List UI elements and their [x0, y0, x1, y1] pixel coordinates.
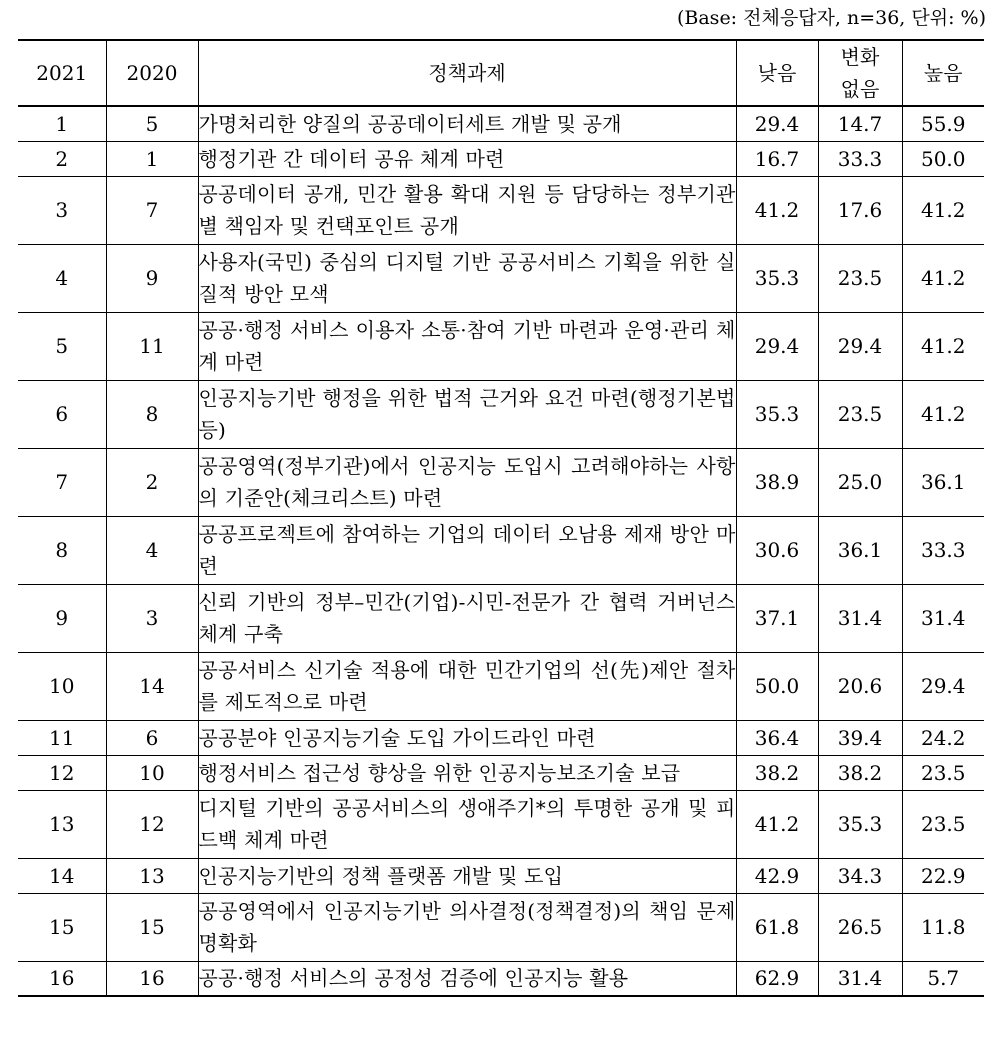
cell-high: 41.2 [902, 312, 984, 380]
cell-high: 29.4 [902, 652, 984, 720]
table-row [18, 755, 984, 790]
table-caption: (Base: 전체응답자, n=36, 단위: %) [676, 7, 986, 29]
table-row [18, 961, 984, 996]
cell-rank-2020: 5 [106, 106, 198, 141]
cell-rank-2021: 14 [18, 858, 106, 893]
cell-rank-2020: 13 [106, 858, 198, 893]
cell-rank-2020: 7 [106, 176, 198, 244]
cell-high: 55.9 [902, 106, 984, 141]
table-row [18, 448, 984, 516]
cell-rank-2021: 4 [18, 244, 106, 312]
cell-low: 41.2 [736, 790, 818, 858]
cell-task: 인공지능기반 행정을 위한 법적 근거와 요건 마련(행정기본법 등) [198, 380, 736, 448]
cell-low: 42.9 [736, 858, 818, 893]
cell-nochange: 26.5 [818, 893, 902, 961]
cell-task: 공공프로젝트에 참여하는 기업의 데이터 오남용 제재 방안 마련 [198, 516, 736, 584]
cell-nochange: 33.3 [818, 141, 902, 176]
cell-nochange: 17.6 [818, 176, 902, 244]
cell-low: 38.2 [736, 755, 818, 790]
cell-nochange: 14.7 [818, 106, 902, 141]
cell-nochange: 23.5 [818, 244, 902, 312]
cell-nochange: 39.4 [818, 720, 902, 755]
cell-task: 디지털 기반의 공공서비스의 생애주기*의 투명한 공개 및 피드백 체계 마련 [198, 790, 736, 858]
cell-low: 29.4 [736, 312, 818, 380]
cell-rank-2020: 16 [106, 961, 198, 996]
cell-task: 공공서비스 신기술 적용에 대한 민간기업의 선(先)제안 절차를 제도적으로 마련 [198, 652, 736, 720]
cell-task: 공공영역(정부기관)에서 인공지능 도입시 고려해야하는 사항의 기준안(체크리스트) 마련 [198, 448, 736, 516]
table-row [18, 893, 984, 961]
cell-rank-2020: 1 [106, 141, 198, 176]
cell-rank-2020: 10 [106, 755, 198, 790]
cell-task: 가명처리한 양질의 공공데이터세트 개발 및 공개 [198, 106, 736, 141]
cell-rank-2021: 13 [18, 790, 106, 858]
cell-rank-2020: 14 [106, 652, 198, 720]
cell-nochange: 34.3 [818, 858, 902, 893]
cell-rank-2021: 6 [18, 380, 106, 448]
cell-nochange: 25.0 [818, 448, 902, 516]
cell-rank-2021: 7 [18, 448, 106, 516]
cell-high: 22.9 [902, 858, 984, 893]
header-row [18, 40, 984, 106]
cell-rank-2020: 6 [106, 720, 198, 755]
cell-rank-2021: 15 [18, 893, 106, 961]
cell-rank-2020: 3 [106, 584, 198, 652]
cell-low: 37.1 [736, 584, 818, 652]
cell-rank-2020: 9 [106, 244, 198, 312]
cell-high: 33.3 [902, 516, 984, 584]
cell-high: 41.2 [902, 380, 984, 448]
cell-rank-2021: 10 [18, 652, 106, 720]
cell-task: 행정서비스 접근성 향상을 위한 인공지능보조기술 보급 [198, 755, 736, 790]
cell-task: 공공·행정 서비스의 공정성 검증에 인공지능 활용 [198, 961, 736, 996]
table-row [18, 584, 984, 652]
header-high: 높음 [902, 40, 984, 106]
cell-low: 41.2 [736, 176, 818, 244]
cell-low: 30.6 [736, 516, 818, 584]
header-low: 낮음 [736, 40, 818, 106]
cell-low: 38.9 [736, 448, 818, 516]
cell-nochange: 36.1 [818, 516, 902, 584]
cell-task: 공공분야 인공지능기술 도입 가이드라인 마련 [198, 720, 736, 755]
cell-low: 62.9 [736, 961, 818, 996]
cell-low: 61.8 [736, 893, 818, 961]
cell-low: 16.7 [736, 141, 818, 176]
cell-task: 신뢰 기반의 정부–민간(기업)-시민-전문가 간 협력 거버넌스 체계 구축 [198, 584, 736, 652]
cell-nochange: 31.4 [818, 961, 902, 996]
cell-low: 35.3 [736, 380, 818, 448]
table-row [18, 790, 984, 858]
header-2021: 2021 [18, 40, 106, 106]
cell-rank-2021: 8 [18, 516, 106, 584]
cell-low: 50.0 [736, 652, 818, 720]
cell-rank-2021: 5 [18, 312, 106, 380]
header-2020: 2020 [106, 40, 198, 106]
cell-high: 23.5 [902, 790, 984, 858]
table-row [18, 720, 984, 755]
cell-low: 36.4 [736, 720, 818, 755]
cell-high: 41.2 [902, 176, 984, 244]
header-task: 정책과제 [198, 40, 736, 106]
table-body [18, 106, 984, 996]
cell-nochange: 29.4 [818, 312, 902, 380]
cell-rank-2021: 3 [18, 176, 106, 244]
cell-low: 29.4 [736, 106, 818, 141]
cell-rank-2021: 2 [18, 141, 106, 176]
cell-task: 인공지능기반의 정책 플랫폼 개발 및 도입 [198, 858, 736, 893]
cell-low: 35.3 [736, 244, 818, 312]
cell-high: 23.5 [902, 755, 984, 790]
cell-high: 41.2 [902, 244, 984, 312]
cell-rank-2020: 2 [106, 448, 198, 516]
cell-rank-2020: 12 [106, 790, 198, 858]
header-nochange-text: 변화 없음 [840, 45, 880, 101]
cell-task: 공공영역에서 인공지능기반 의사결정(정책결정)의 책임 문제 명확화 [198, 893, 736, 961]
cell-high: 5.7 [902, 961, 984, 996]
cell-rank-2021: 1 [18, 106, 106, 141]
header-nochange [818, 40, 902, 106]
cell-rank-2021: 9 [18, 584, 106, 652]
table-row [18, 141, 984, 176]
policy-priority-table [18, 39, 984, 997]
cell-high: 24.2 [902, 720, 984, 755]
table-row [18, 312, 984, 380]
table-row [18, 176, 984, 244]
cell-rank-2020: 4 [106, 516, 198, 584]
cell-high: 36.1 [902, 448, 984, 516]
cell-rank-2021: 12 [18, 755, 106, 790]
cell-nochange: 38.2 [818, 755, 902, 790]
cell-rank-2020: 11 [106, 312, 198, 380]
cell-rank-2020: 15 [106, 893, 198, 961]
cell-nochange: 35.3 [818, 790, 902, 858]
cell-high: 50.0 [902, 141, 984, 176]
table-row [18, 652, 984, 720]
cell-high: 11.8 [902, 893, 984, 961]
table-row [18, 244, 984, 312]
table-row [18, 516, 984, 584]
table-row [18, 380, 984, 448]
cell-nochange: 23.5 [818, 380, 902, 448]
table-row [18, 106, 984, 141]
cell-task: 공공·행정 서비스 이용자 소통·참여 기반 마련과 운영·관리 체계 마련 [198, 312, 736, 380]
cell-task: 행정기관 간 데이터 공유 체계 마련 [198, 141, 736, 176]
cell-nochange: 31.4 [818, 584, 902, 652]
cell-rank-2021: 11 [18, 720, 106, 755]
cell-rank-2020: 8 [106, 380, 198, 448]
cell-nochange: 20.6 [818, 652, 902, 720]
cell-high: 31.4 [902, 584, 984, 652]
cell-task: 공공데이터 공개, 민간 활용 확대 지원 등 담당하는 정부기관별 책임자 및 컨택포인트 공개 [198, 176, 736, 244]
cell-rank-2021: 16 [18, 961, 106, 996]
table-row [18, 858, 984, 893]
cell-task: 사용자(국민) 중심의 디지털 기반 공공서비스 기획을 위한 실질적 방안 모색 [198, 244, 736, 312]
